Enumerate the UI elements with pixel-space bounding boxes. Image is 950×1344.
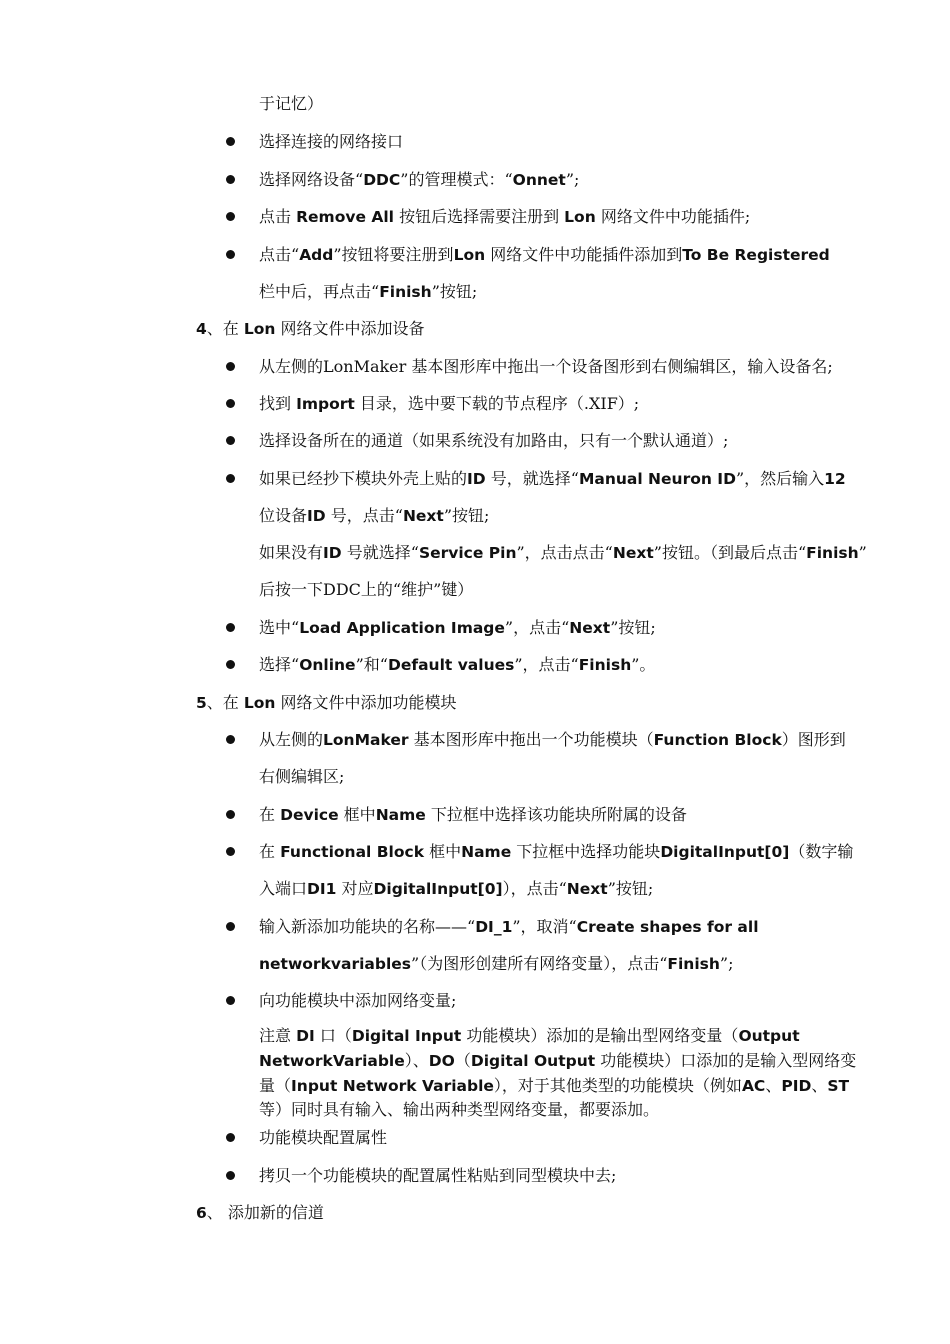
text-line: 选择连接的网络接口 — [259, 132, 404, 151]
text-line: 拷贝一个功能模块的配置属性粘贴到同型模块中去; — [259, 1166, 617, 1185]
text-line: 功能模块配置属性 — [259, 1128, 388, 1147]
bullet-icon — [226, 735, 235, 744]
text-line: 栏中后，再点击“Finish”按钮; — [259, 282, 478, 301]
bullet-icon — [226, 1133, 235, 1142]
text-line: 等）同时具有输入、输出两种类型网络变量，都要添加。 — [259, 1100, 660, 1119]
bullet-icon — [226, 623, 235, 632]
text-line: 如果已经抄下模块外壳上贴的ID 号，就选择“Manual Neuron ID”，然后输入12 — [259, 469, 846, 488]
text-line: 向功能模块中添加网络变量; — [259, 991, 457, 1010]
bullet-icon — [226, 175, 235, 184]
text-line: 选择“Online”和“Default values”，点击“Finish”。 — [259, 655, 656, 674]
text-line: 入端口DI1 对应DigitalInput[0]），点击“Next”按钮; — [259, 879, 654, 898]
bullet-icon — [226, 922, 235, 931]
text-line: 从左侧的LonMaker 基本图形库中拖出一个设备图形到右侧编辑区，输入设备名; — [259, 357, 833, 376]
text-line: 在 Device 框中Name 下拉框中选择该功能块所附属的设备 — [259, 805, 687, 824]
text-line: 于记忆） — [259, 94, 324, 113]
text-line: 选中“Load Application Image”，点击“Next”按钮; — [259, 618, 656, 637]
text-line: 右侧编辑区; — [259, 767, 345, 786]
bullet-icon — [226, 137, 235, 146]
bullet-icon — [226, 399, 235, 408]
text-line: 点击“Add”按钮将要注册到Lon 网络文件中功能插件添加到To Be Registered — [259, 245, 830, 264]
bullet-icon — [226, 362, 235, 371]
text-line: 选择设备所在的通道（如果系统没有加路由，只有一个默认通道）; — [259, 431, 729, 450]
text-line: 选择网络设备“DDC”的管理模式：“Onnet”; — [259, 170, 580, 189]
bullet-icon — [226, 996, 235, 1005]
text-line: 输入新添加功能块的名称——“DI_1”，取消“Create shapes for all — [259, 917, 759, 936]
section-heading: 4、在 Lon 网络文件中添加设备 — [196, 319, 425, 338]
text-line: 如果没有ID 号就选择“Service Pin”，点击点击“Next”按钮。（到最后点击“Finish” — [259, 543, 867, 562]
text-line: 找到 Import 目录，选中要下载的节点程序（.XIF）; — [259, 394, 640, 413]
text-line: 从左侧的LonMaker 基本图形库中拖出一个功能模块（Function Block）图形到 — [259, 730, 846, 749]
text-line: 位设备ID 号，点击“Next”按钮; — [259, 506, 490, 525]
text-line: NetworkVariable）、DO（Digital Output 功能模块）口添加的是输入型网络变 — [259, 1051, 857, 1070]
bullet-icon — [226, 660, 235, 669]
bullet-icon — [226, 810, 235, 819]
text-line: 在 Functional Block 框中Name 下拉框中选择功能块DigitalInput[0]（数字输 — [259, 842, 854, 861]
text-line: 点击 Remove All 按钮后选择需要注册到 Lon 网络文件中功能插件; — [259, 207, 751, 226]
text-line: 后按一下DDC上的“维护”键） — [259, 580, 474, 599]
bullet-icon — [226, 847, 235, 856]
section-heading: 6、 添加新的信道 — [196, 1203, 324, 1222]
bullet-icon — [226, 436, 235, 445]
section-heading: 5、在 Lon 网络文件中添加功能模块 — [196, 693, 457, 712]
bullet-icon — [226, 212, 235, 221]
bullet-icon — [226, 250, 235, 259]
text-line: 注意 DI 口（Digital Input 功能模块）添加的是输出型网络变量（Output — [259, 1026, 800, 1045]
text-line: networkvariables”（为图形创建所有网络变量），点击“Finish”; — [259, 954, 734, 973]
bullet-icon — [226, 1171, 235, 1180]
bullet-icon — [226, 474, 235, 483]
text-line: 量（Input Network Variable），对于其他类型的功能模块（例如AC、PID、ST — [259, 1076, 850, 1095]
